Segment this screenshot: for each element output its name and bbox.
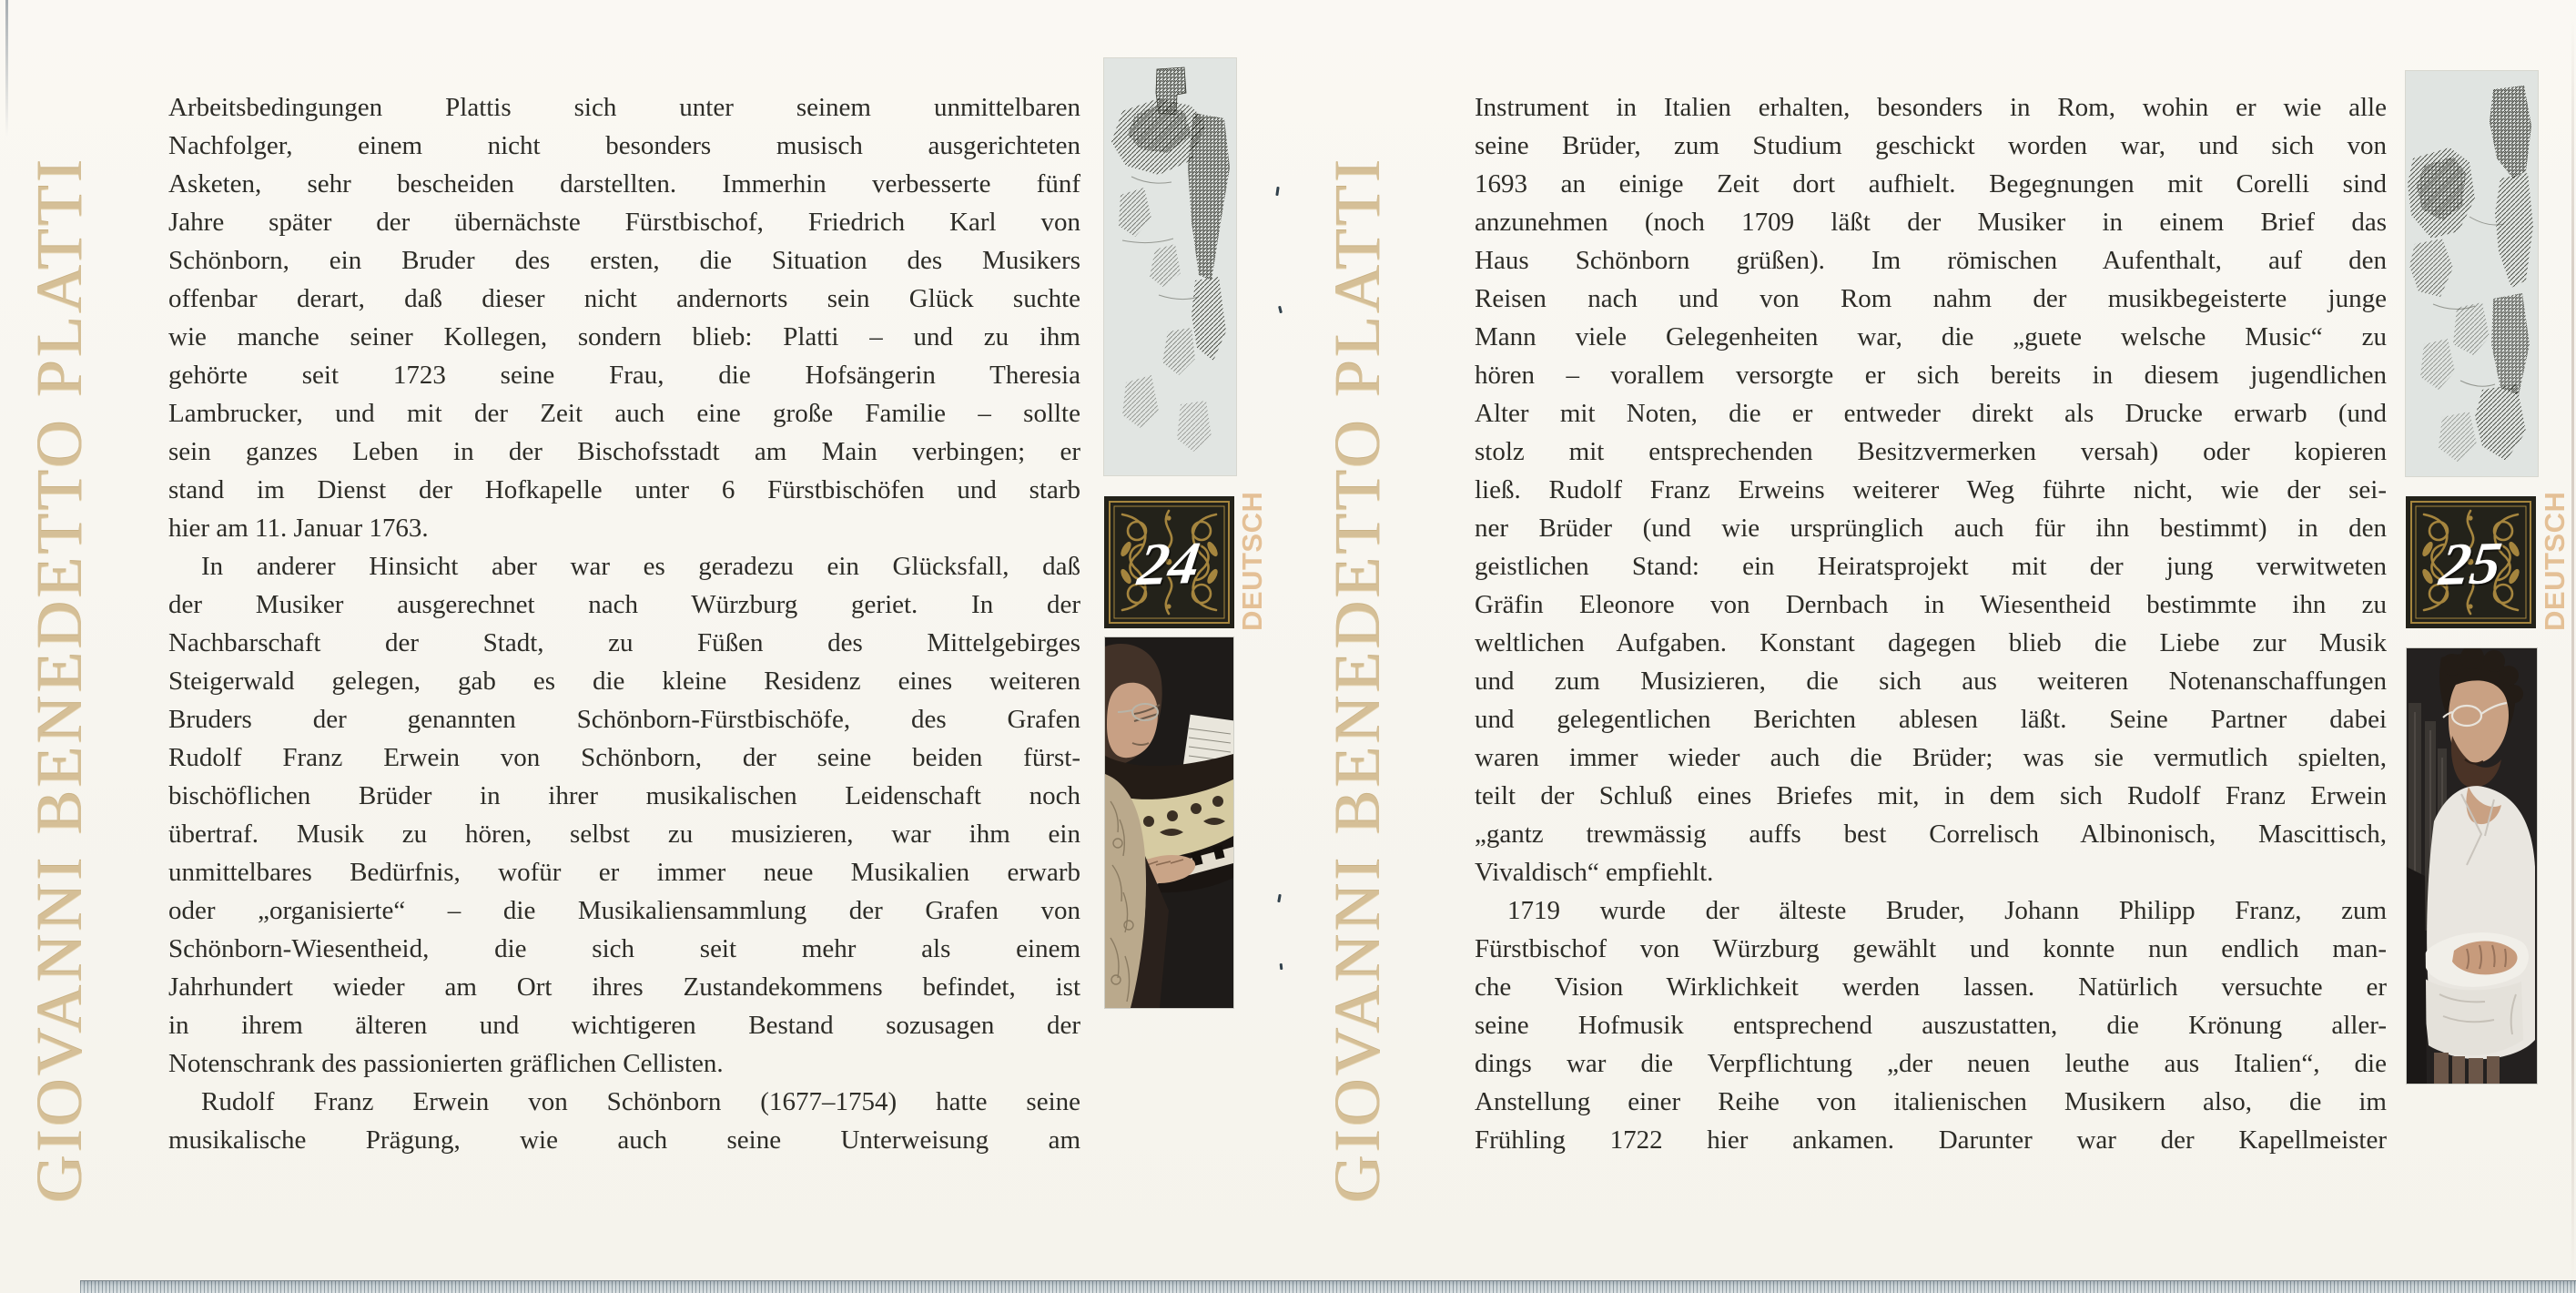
body-text-line: Schönborn, ein Bruder des ersten, die Situation des Musikers bbox=[168, 246, 1080, 275]
body-text-line: oder „organisierte“ – die Musikaliensammlung der Grafen von bbox=[168, 896, 1080, 925]
body-text-line: 1693 an einige Zeit dort aufhielt. Begegnungen mit Corelli sind bbox=[1475, 169, 2387, 199]
body-text-line: Haus Schönborn grüßen). Im römischen Aufenthalt, auf den bbox=[1475, 246, 2387, 275]
page-left-body-text bbox=[168, 88, 1080, 1159]
body-text-line: stolz mit entsprechenden Besitzvermerken versah) oder kopieren bbox=[1475, 437, 2387, 466]
body-text-line: ließ. Rudolf Franz Erweins weiterer Weg führte nicht, wie der sei- bbox=[1475, 475, 2387, 504]
body-text-line: Nachfolger, einem nicht besonders musisch ausgerichteten bbox=[168, 131, 1080, 160]
body-text-line: Nachbarschaft der Stadt, zu Füßen des Mittelgebirges bbox=[168, 628, 1080, 657]
body-text-line: seine Brüder, zum Studium geschickt worden war, und sich von bbox=[1475, 131, 2387, 160]
body-text-line: und gelegentlichen Berichten ablesen läßt. Seine Partner dabei bbox=[1475, 705, 2387, 734]
body-text-line: Schönborn-Wiesentheid, die sich seit mehr als einem bbox=[168, 934, 1080, 963]
body-text-line: musikalische Prägung, wie auch seine Unterweisung am bbox=[168, 1125, 1080, 1155]
photo-harpsichord-player bbox=[1105, 637, 1233, 1008]
etching-landscape-right-illustration bbox=[2406, 71, 2538, 476]
body-text-line: Reisen nach und von Rom nahm der musikbegeisterte junge bbox=[1475, 284, 2387, 313]
body-text-line: Alter mit Noten, die er entweder direkt als Drucke erwarb (und bbox=[1475, 399, 2387, 428]
body-text-line: Vivaldisch“ empfiehlt. bbox=[1475, 858, 1714, 887]
body-text-line: Jahre später der übernächste Fürstbischof, Friedrich Karl von bbox=[168, 208, 1080, 237]
body-text-line: unmittelbares Bedürfnis, wofür er immer neue Musikalien erwarb bbox=[168, 858, 1080, 887]
body-text-line: geistlichen Stand: ein Heiratsprojekt mit der jung verwitweten bbox=[1475, 552, 2387, 581]
body-text-line: stand im Dienst der Hofkapelle unter 6 Fürstbischöfen und starb bbox=[168, 475, 1080, 504]
body-text-line: übertraf. Musik zu hören, selbst zu musizieren, war ihm ein bbox=[168, 820, 1080, 849]
body-text-line: bischöflichen Brüder in ihrer musikalischen Leidenschaft noch bbox=[168, 781, 1080, 810]
page-number-badge-right bbox=[2406, 496, 2536, 628]
scan-edge-right bbox=[2571, 18, 2574, 1284]
body-text-line: che Vision Wirklichkeit werden lassen. Natürlich versuchte er bbox=[1475, 972, 2387, 1002]
body-text-line: offenbar derart, daß dieser nicht andernorts sein Glück suchte bbox=[168, 284, 1080, 313]
language-label-deutsch-right: DEUTSCH bbox=[2539, 491, 2571, 631]
language-label-deutsch-left: DEUTSCH bbox=[1236, 491, 1268, 631]
body-text-line: gehörte seit 1723 seine Frau, die Hofsängerin Theresia bbox=[168, 361, 1080, 390]
body-text-line: Asketen, sehr bescheiden darstellten. Immerhin verbesserte fünf bbox=[168, 169, 1080, 199]
page-right-body-text bbox=[1475, 88, 2387, 1159]
body-text-line: in ihrem älteren und wichtigeren Bestand sozusagen der bbox=[168, 1011, 1080, 1040]
body-text-line: hören – vorallem versorgte er sich bereits in diesem jugendlichen bbox=[1475, 361, 2387, 390]
body-text-line: 1719 wurde der älteste Bruder, Johann Philipp Franz, zum bbox=[1507, 896, 2387, 925]
etching-landscape-left-illustration bbox=[1104, 58, 1236, 475]
photo-man-white-shirt bbox=[2407, 648, 2537, 1084]
body-text-line: „gantz trewmässig auffs best Correlisch Albinonisch, Mascittisch, bbox=[1475, 820, 2387, 849]
body-text-line: Rudolf Franz Erwein von Schönborn (1677–1754) hatte seine bbox=[201, 1087, 1080, 1116]
scan-speck bbox=[1280, 963, 1283, 970]
body-text-line: In anderer Hinsicht aber war es geradezu ein Glücksfall, daß bbox=[201, 552, 1080, 581]
body-text-line: Anstellung einer Reihe von italienischen Musikern also, die im bbox=[1475, 1087, 2387, 1116]
scan-edge-left bbox=[5, 0, 8, 137]
body-text-line: wie manche seiner Kollegen, sondern blieb: Platti – und zu ihm bbox=[168, 322, 1080, 351]
page-number-badge-left bbox=[1104, 496, 1234, 628]
body-text-line: weltlichen Aufgaben. Konstant dagegen blieb die Liebe zur Musik bbox=[1475, 628, 2387, 657]
body-text-line: Notenschrank des passionierten gräflichen Cellisten. bbox=[168, 1049, 724, 1078]
page-number: 24 bbox=[1133, 529, 1204, 598]
scan-speck bbox=[1278, 306, 1283, 313]
body-text-line: Fürstbischof von Würzburg gewählt und konnte nun endlich man- bbox=[1475, 934, 2387, 963]
body-text-line: Rudolf Franz Erwein von Schönborn, der seine beiden fürst- bbox=[168, 743, 1080, 772]
body-text-line: Arbeitsbedingungen Plattis sich unter seinem unmittelbaren bbox=[168, 93, 1080, 122]
body-text-line: dings war die Verpflichtung „der neuen leuthe aus Italien“, die bbox=[1475, 1049, 2387, 1078]
scan-speck bbox=[1275, 187, 1279, 196]
scan-speck bbox=[1277, 894, 1282, 902]
body-text-line: anzunehmen (noch 1709 läßt der Musiker in einem Brief das bbox=[1475, 208, 2387, 237]
body-text-line: teilt der Schluß eines Briefes mit, in dem sich Rudolf Franz Erwein bbox=[1475, 781, 2387, 810]
body-text-line: Bruders der genannten Schönborn-Fürstbischöfe, des Grafen bbox=[168, 705, 1080, 734]
body-text-line: und zum Musizieren, die sich aus weiteren Notenanschaffungen bbox=[1475, 667, 2387, 696]
body-text-line: Steigerwald gelegen, gab es die kleine Residenz eines weiteren bbox=[168, 667, 1080, 696]
body-text-line: hier am 11. Januar 1763. bbox=[168, 514, 429, 543]
body-text-line: Mann viele Gelegenheiten war, die „guete welsche Music“ zu bbox=[1475, 322, 2387, 351]
body-text-line: Frühling 1722 hier ankamen. Darunter war der Kapellmeister bbox=[1475, 1125, 2387, 1155]
body-text-line: Jahrhundert wieder am Ort ihres Zustandekommens befindet, ist bbox=[168, 972, 1080, 1002]
body-text-line: waren immer wieder auch die Brüder; was sie vermutlich spielten, bbox=[1475, 743, 2387, 772]
page-left-vertical-title: GIOVANNI BENEDETTO PLATTI bbox=[23, 156, 96, 1203]
body-text-line: Instrument in Italien erhalten, besonders in Rom, wohin er wie alle bbox=[1475, 93, 2387, 122]
scan-bottom-page-edge bbox=[80, 1280, 2576, 1293]
body-text-line: ner Brüder (und wie ursprünglich auch für ihn bestimmt) in den bbox=[1475, 514, 2387, 543]
body-text-line: Lambrucker, und mit der Zeit auch eine große Familie – sollte bbox=[168, 399, 1080, 428]
body-text-line: sein ganzes Leben in der Bischofsstadt am Main verbingen; er bbox=[168, 437, 1080, 466]
page-number: 25 bbox=[2435, 529, 2506, 598]
body-text-line: Gräfin Eleonore von Dernbach in Wiesentheid bestimmte ihn zu bbox=[1475, 590, 2387, 619]
body-text-line: der Musiker ausgerechnet nach Würzburg geriet. In der bbox=[168, 590, 1080, 619]
page-right-vertical-title: GIOVANNI BENEDETTO PLATTI bbox=[1321, 156, 1394, 1203]
body-text-line: seine Hofmusik entsprechend auszustatten, die Krönung aller- bbox=[1475, 1011, 2387, 1040]
